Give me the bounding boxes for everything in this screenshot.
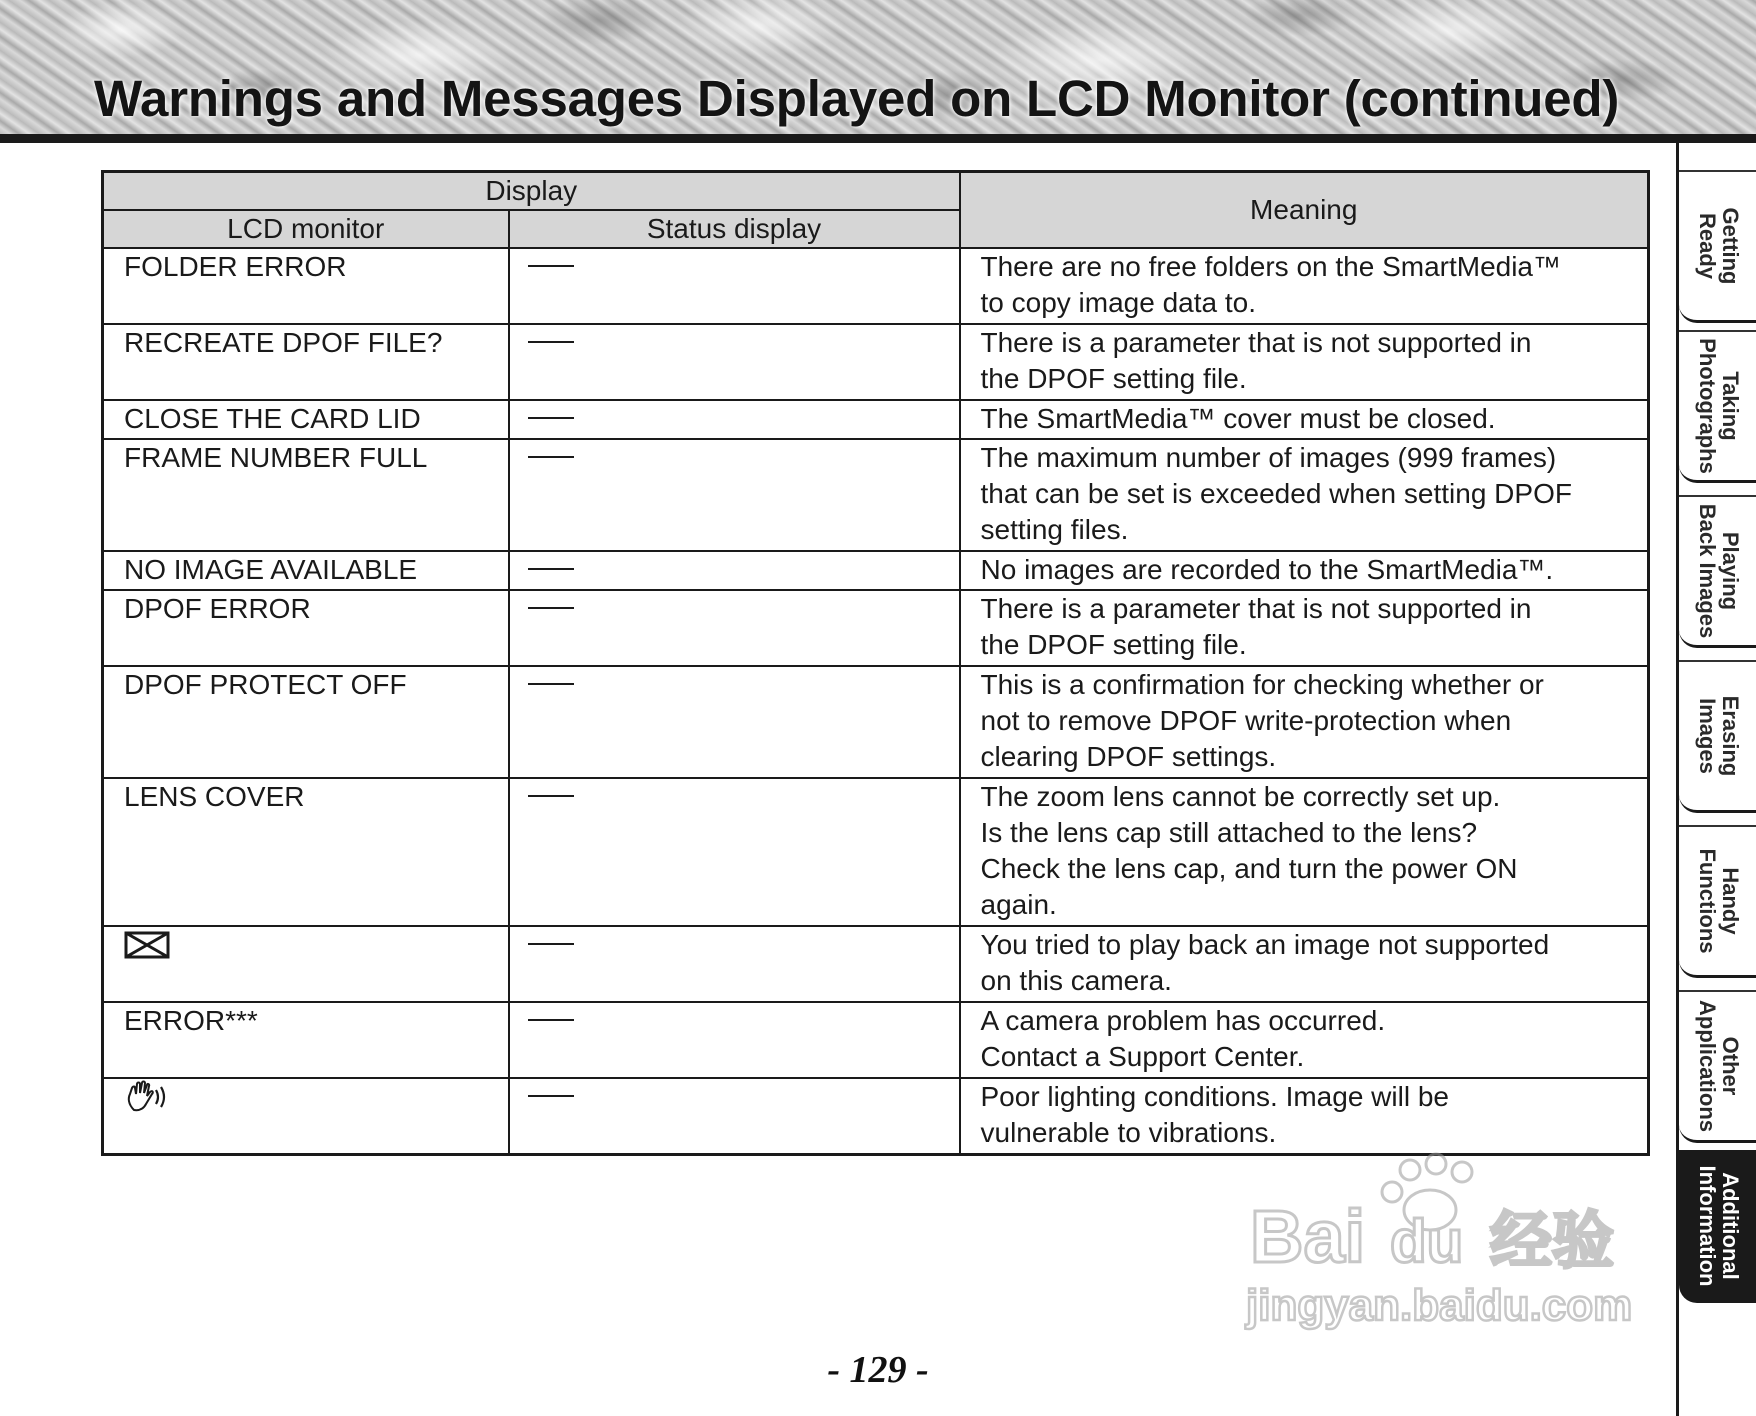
meaning-cell [960, 590, 1649, 666]
status-dash [528, 607, 574, 609]
status-display-cell [509, 400, 960, 439]
side-tab-erasing[interactable] [1679, 660, 1756, 813]
status-dash [528, 265, 574, 267]
status-display-cell [509, 590, 960, 666]
status-dash [528, 1019, 574, 1021]
side-tab-additional[interactable] [1679, 1150, 1756, 1303]
side-tab-label: Getting Ready [1695, 207, 1743, 285]
warnings-table [101, 170, 1650, 1156]
side-tab-label: Handy Functions [1695, 848, 1743, 954]
meaning-cell [960, 666, 1649, 778]
status-dash [528, 341, 574, 343]
meaning-cell [960, 439, 1649, 551]
table-row [103, 778, 1649, 926]
status-display-cell [509, 666, 960, 778]
lcd-monitor-cell: FRAME NUMBER FULL [103, 439, 509, 551]
lcd-monitor-cell: RECREATE DPOF FILE? [103, 324, 509, 400]
meaning-text: This is a confirmation for checking whether or not to remove DPOF write-protection when clearing DPOF settings. [980, 669, 1544, 772]
side-tab-label: Taking Photographs [1695, 338, 1743, 474]
meaning-cell [960, 778, 1649, 926]
table-row [103, 590, 1649, 666]
meaning-cell [960, 248, 1649, 324]
svg-text:du: du [1390, 1208, 1464, 1275]
status-display-cell [509, 1002, 960, 1078]
meaning-text: There is a parameter that is not supported in the DPOF setting file. [980, 327, 1532, 394]
status-display-cell [509, 926, 960, 1002]
table-row [103, 666, 1649, 778]
header-rule [0, 134, 1756, 143]
lcd-monitor-cell: LENS COVER [103, 778, 509, 926]
status-display-cell [509, 324, 960, 400]
side-tab-playing[interactable] [1679, 495, 1756, 648]
meaning-cell [960, 1078, 1649, 1154]
lcd-monitor-cell [103, 1078, 509, 1154]
side-tab-label: Other Applications [1695, 999, 1743, 1133]
meaning-text: The maximum number of images (999 frames) that can be set is exceeded when setting DPOF setting files. [980, 442, 1572, 545]
svg-text:jingyan.baidu.com: jingyan.baidu.com [1246, 1281, 1633, 1330]
status-display-cell [509, 778, 960, 926]
svg-text:Bai: Bai [1250, 1195, 1366, 1278]
table-row [103, 1078, 1649, 1154]
meaning-cell [960, 551, 1649, 590]
meaning-cell [960, 926, 1649, 1002]
lcd-monitor-cell: ERROR*** [103, 1002, 509, 1078]
status-display-cell [509, 551, 960, 590]
table-row [103, 400, 1649, 439]
meaning-text: The zoom lens cannot be correctly set up. Is the lens cap still attached to the lens? Check the lens cap, and turn the power ON again. [980, 781, 1518, 920]
table-row [103, 551, 1649, 590]
side-tab-label: Additional Information [1695, 1165, 1743, 1287]
status-dash [528, 456, 574, 458]
meaning-cell [960, 400, 1649, 439]
unsupported-image-icon [124, 929, 170, 960]
header-meaning: Meaning [960, 172, 1649, 249]
meaning-text: You tried to play back an image not supported on this camera. [980, 929, 1550, 996]
page-title: Warnings and Messages Displayed on LCD Monitor (continued) [94, 70, 1620, 127]
header-lcd-monitor: LCD monitor [103, 210, 509, 248]
table-body [103, 248, 1649, 1154]
header-display: Display [103, 172, 960, 211]
lcd-monitor-cell [103, 926, 509, 1002]
lcd-monitor-cell: FOLDER ERROR [103, 248, 509, 324]
status-dash [528, 943, 574, 945]
table-row [103, 926, 1649, 1002]
lcd-monitor-cell: DPOF PROTECT OFF [103, 666, 509, 778]
status-dash [528, 568, 574, 570]
lcd-monitor-cell: CLOSE THE CARD LID [103, 400, 509, 439]
meaning-text: There is a parameter that is not supported in the DPOF setting file. [980, 593, 1532, 660]
side-tab-getting[interactable] [1679, 170, 1756, 323]
status-dash [528, 683, 574, 685]
lcd-monitor-cell: DPOF ERROR [103, 590, 509, 666]
side-tab-handy[interactable] [1679, 825, 1756, 978]
meaning-cell [960, 1002, 1649, 1078]
side-tab-other[interactable] [1679, 990, 1756, 1143]
table-row [103, 324, 1649, 400]
status-display-cell [509, 439, 960, 551]
meaning-text: Poor lighting conditions. Image will be vulnerable to vibrations. [980, 1081, 1449, 1148]
status-display-cell [509, 1078, 960, 1154]
header-status-display: Status display [509, 210, 960, 248]
status-dash [528, 795, 574, 797]
table-row [103, 439, 1649, 551]
meaning-text: The SmartMedia™ cover must be closed. [980, 403, 1496, 434]
table-row [103, 1002, 1649, 1078]
meaning-cell [960, 324, 1649, 400]
meaning-text: There are no free folders on the SmartMedia™ to copy image data to. [980, 251, 1562, 318]
lcd-monitor-cell: NO IMAGE AVAILABLE [103, 551, 509, 590]
status-dash [528, 1095, 574, 1097]
status-display-cell [509, 248, 960, 324]
side-tab-taking[interactable] [1679, 330, 1756, 483]
baidu-watermark-logo [1240, 1150, 1660, 1350]
side-tab-label: Erasing Images [1695, 695, 1743, 777]
table-row [103, 248, 1649, 324]
camera-shake-warning-icon [124, 1081, 172, 1112]
side-tab-label: Playing Back Images [1695, 503, 1743, 639]
meaning-text: No images are recorded to the SmartMedia™. [980, 554, 1554, 585]
meaning-text: A camera problem has occurred. Contact a Support Center. [980, 1005, 1386, 1072]
svg-text:经验: 经验 [1490, 1204, 1615, 1277]
page-number: - 129 - [827, 1349, 929, 1391]
status-dash [528, 417, 574, 419]
